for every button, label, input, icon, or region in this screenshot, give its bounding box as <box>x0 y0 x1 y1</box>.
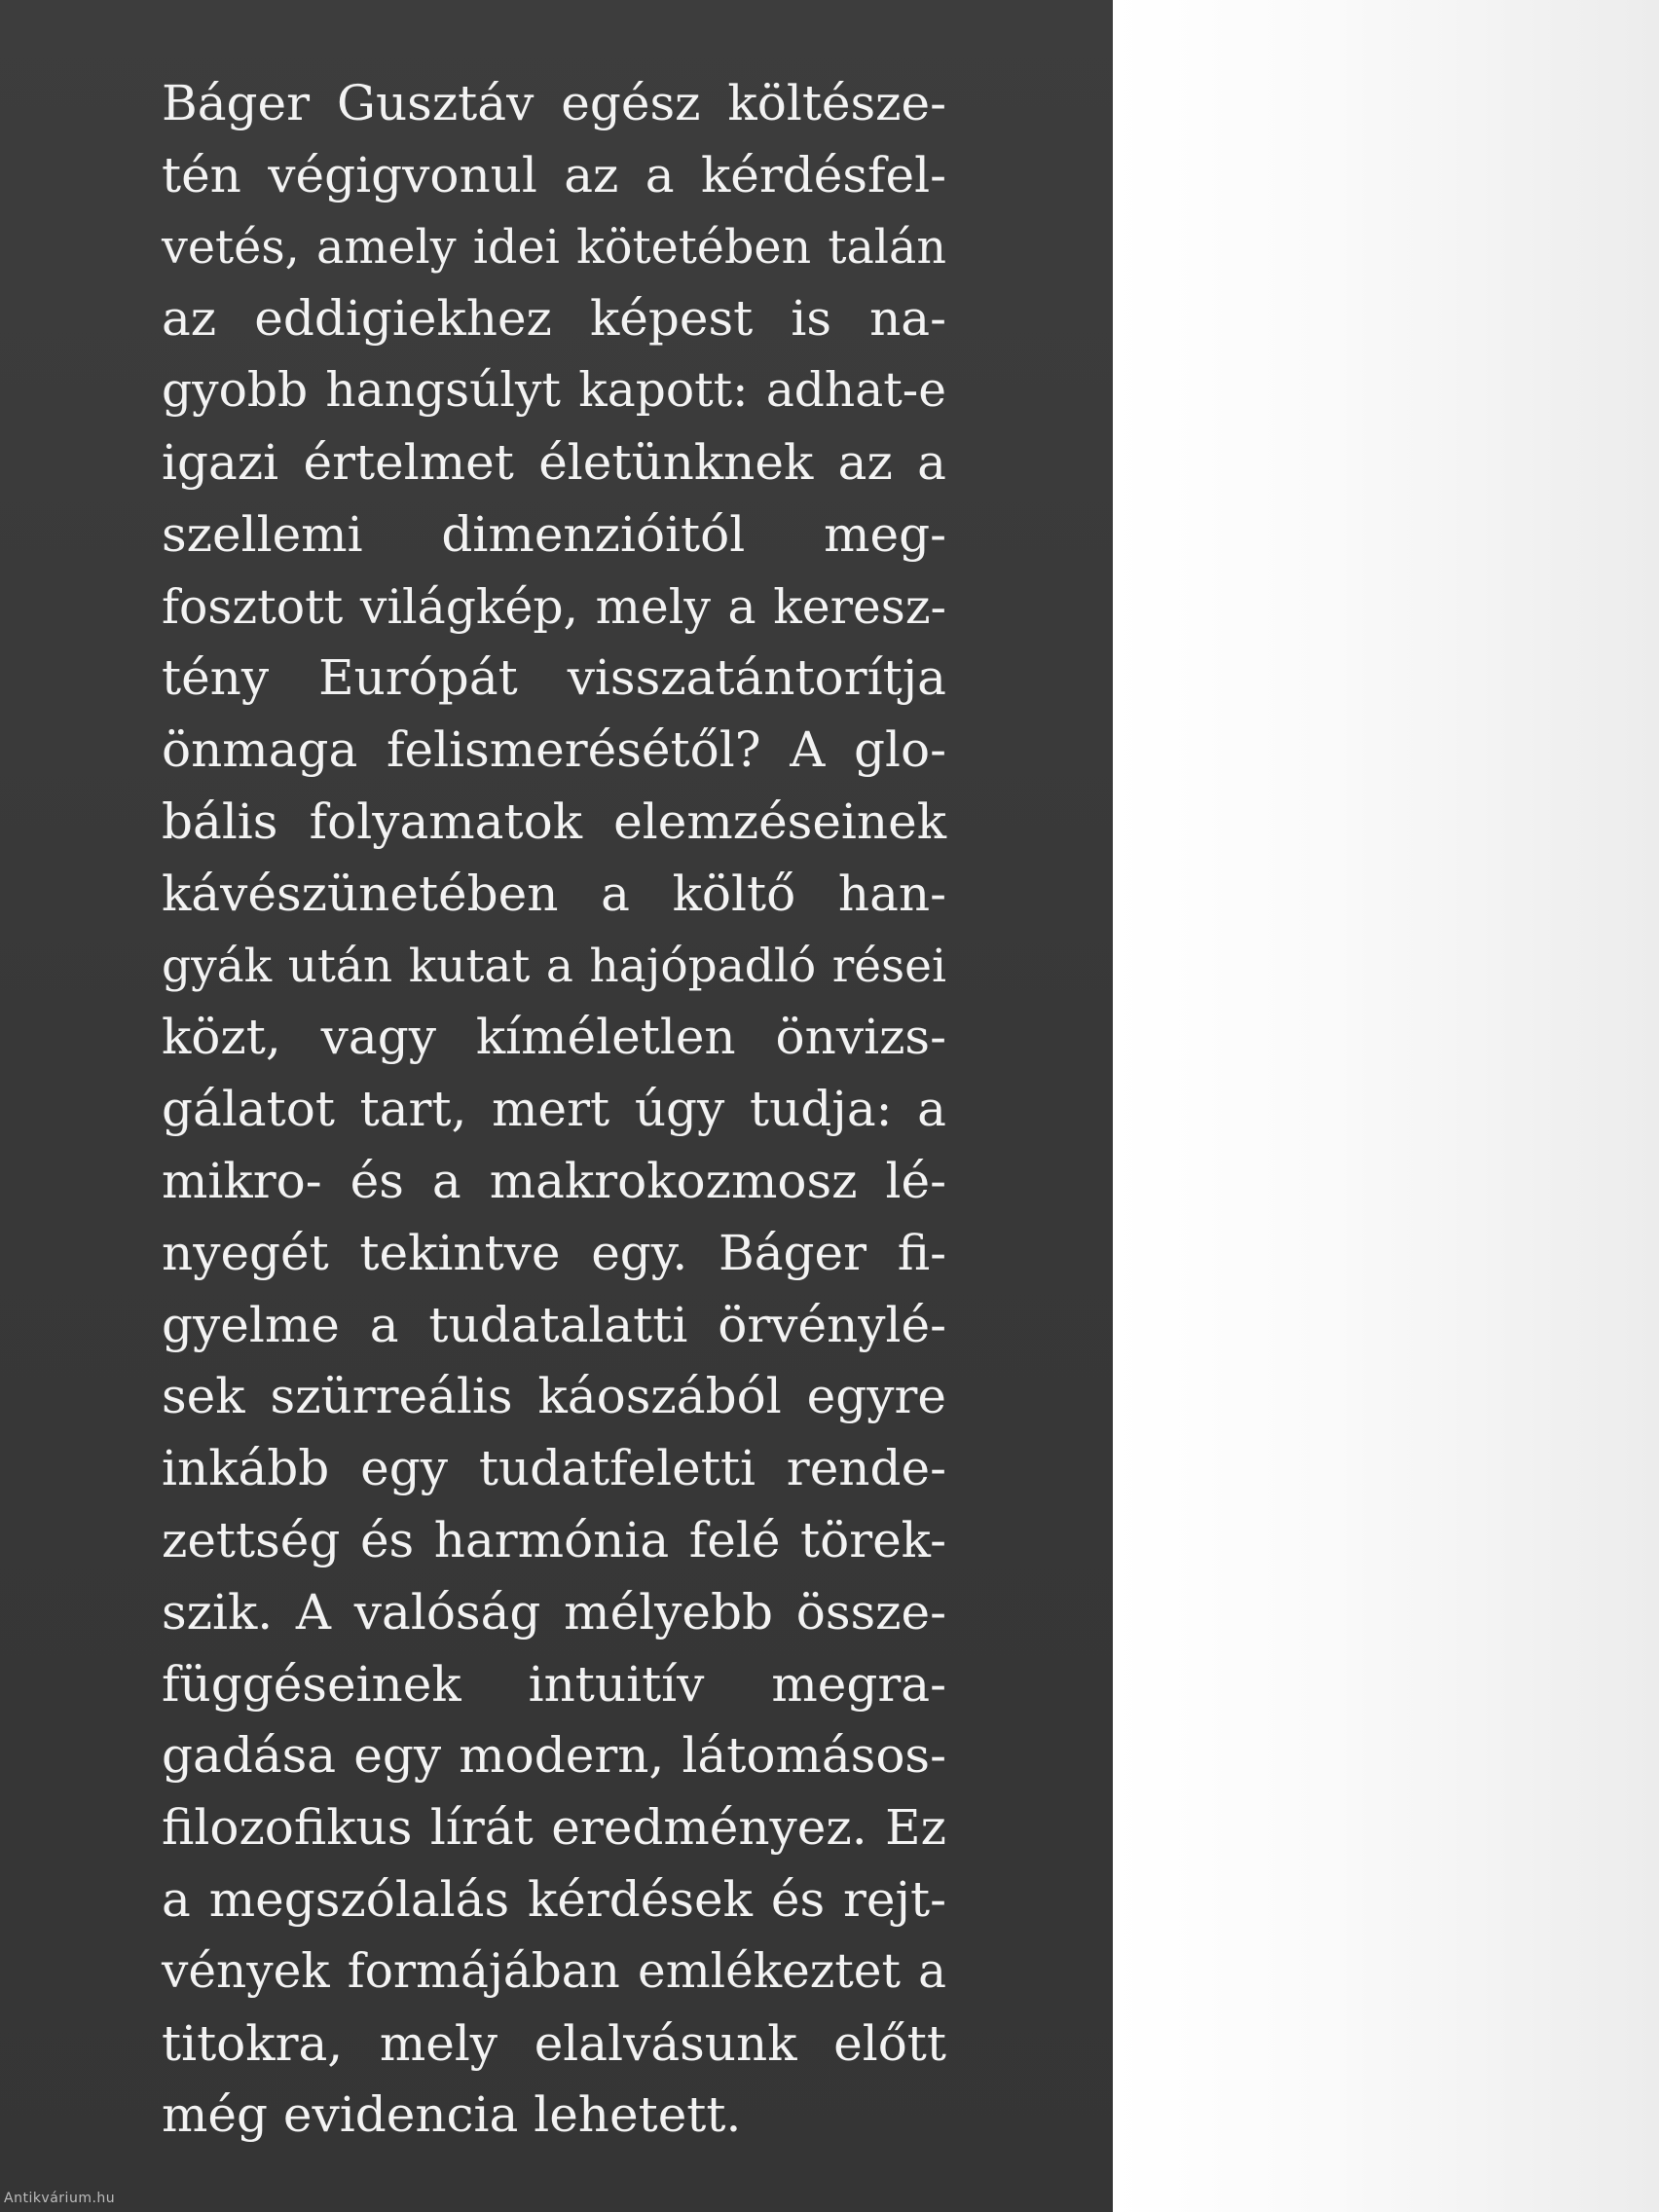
blurb-line: függéseinek intuitív megra- <box>162 1655 946 1713</box>
blurb-line: nyegét tekintve egy. Báger fi- <box>162 1224 946 1281</box>
blurb-line: önmaga felismerésétől? A glo- <box>162 721 946 779</box>
blurb-line: filozofikus lírát eredményez. Ez <box>162 1799 946 1857</box>
blurb-line: az eddigiekhez képest is na- <box>162 290 946 348</box>
blurb-line: még evidencia lehetett. <box>162 2086 742 2144</box>
blurb-line: inkább egy tudatfeletti rende- <box>162 1440 946 1497</box>
blurb-line: titokra, mely elalvásunk előtt <box>162 2014 946 2072</box>
blurb-line: sek szürreális káoszából egyre <box>162 1368 946 1425</box>
light-page-panel <box>1113 0 1659 2212</box>
blurb-line: gyelme a tudatalatti örvénylé- <box>162 1296 946 1353</box>
blurb-line: kávészünetében a költő han- <box>162 865 946 922</box>
blurb-line: fosztott világkép, mely a keresz- <box>162 578 946 635</box>
blurb-line: gyák után kutat a hajópadló rései <box>162 939 946 993</box>
blurb-line: vetés, amely idei kötetében talán <box>162 220 946 275</box>
blurb-line: szellemi dimenzióitól meg- <box>162 505 946 563</box>
blurb-line: zettség és harmónia felé törek- <box>162 1511 946 1568</box>
blurb-line: mikro- és a makrokozmosz lé- <box>162 1152 946 1209</box>
blurb-line: gálatot tart, mert úgy tudja: a <box>162 1081 946 1138</box>
blurb-line: gadása egy modern, látomásos- <box>162 1727 946 1785</box>
blurb-line: közt, vagy kíméletlen önvizs- <box>162 1009 946 1066</box>
blurb-line: bális folyamatok elemzéseinek <box>162 793 946 850</box>
blurb-line: a megszólalás kérdések és rejt- <box>162 1870 946 1928</box>
blurb-line: tén végigvonul az a kérdésfel- <box>162 146 946 203</box>
blurb-line: vények formájában emlékeztet a <box>162 1943 946 1999</box>
source-watermark: Antikvárium.hu <box>4 2191 116 2206</box>
blurb-line: Báger Gusztáv egész költésze- <box>162 75 946 131</box>
blurb-line: gyobb hangsúlyt kapott: adhat-e <box>162 363 946 419</box>
blurb-line: tény Európát visszatántorítja <box>162 649 946 707</box>
blurb-line: szik. A valóság mélyebb össze- <box>162 1583 946 1641</box>
cover-blurb-text <box>162 68 946 2152</box>
blurb-line: igazi értelmet életünknek az a <box>162 433 946 491</box>
